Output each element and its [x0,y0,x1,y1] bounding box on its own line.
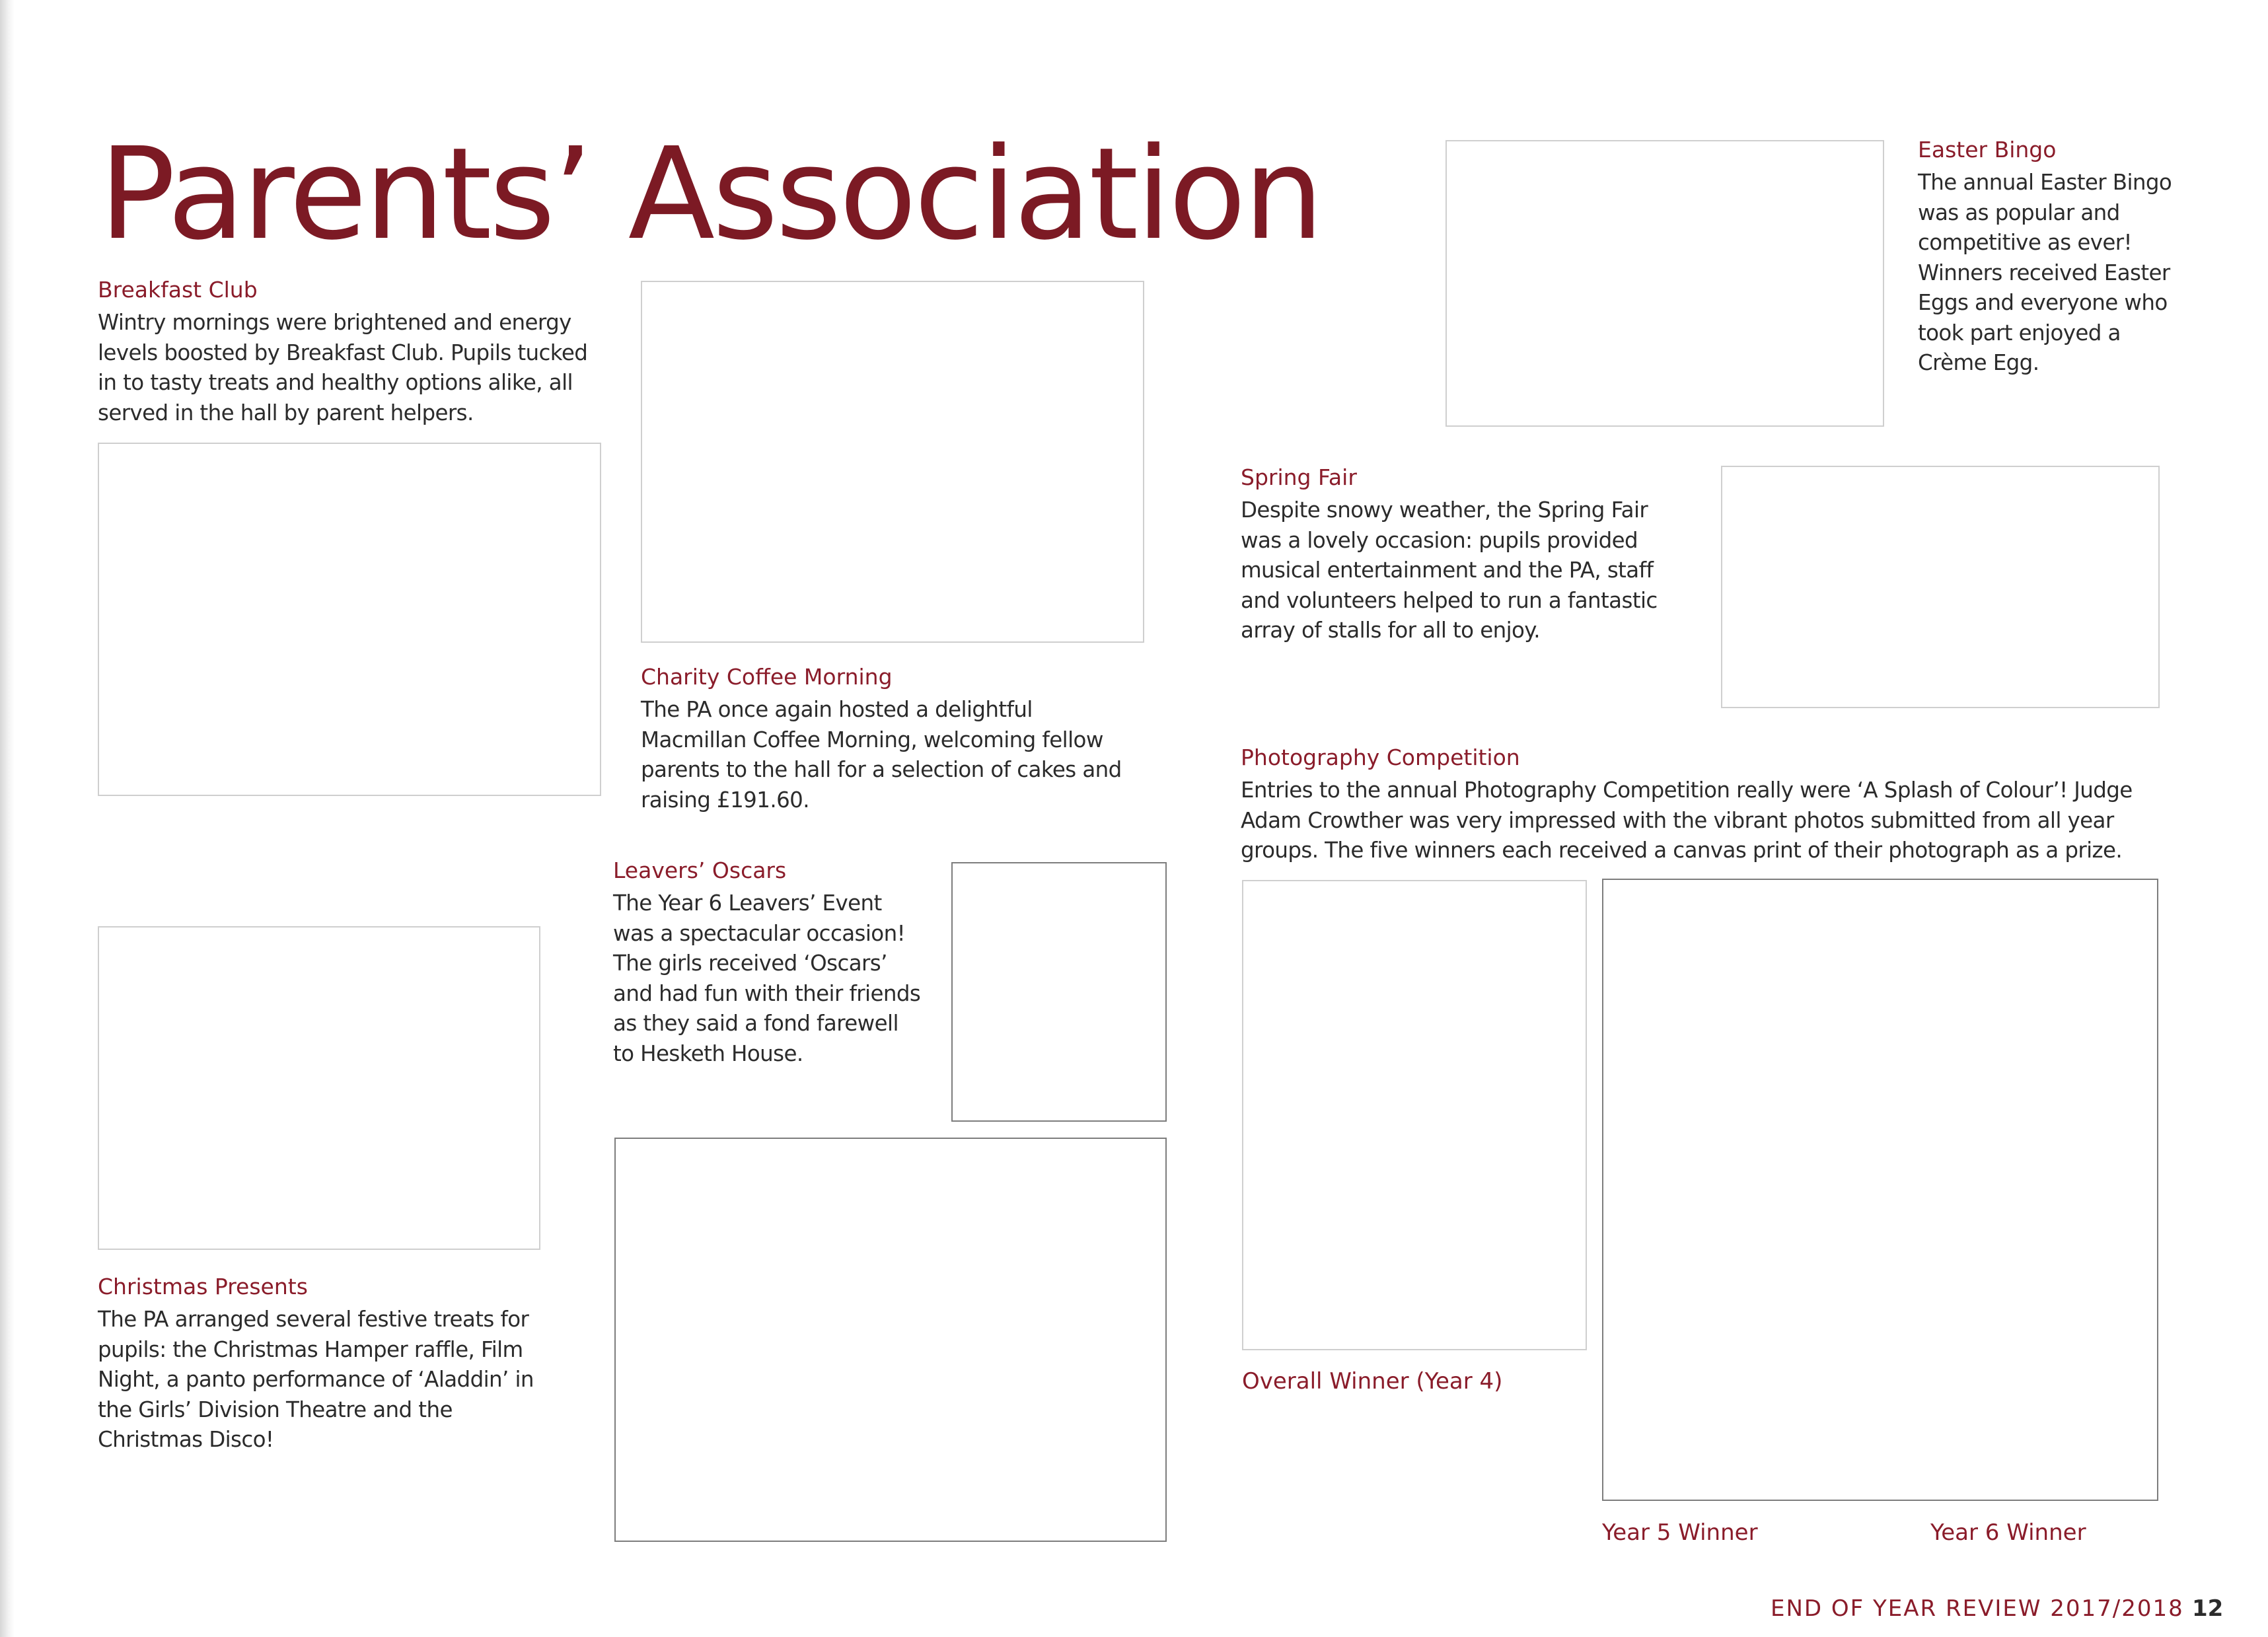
caption-overall-winner: Overall Winner (Year 4) [1242,1368,1503,1395]
photo-easter-bingo [1445,140,1884,427]
article-heading: Easter Bingo [1918,137,2057,163]
article-body: The Year 6 Leavers’ Event was a spectacular occasion! The girls received ‘Oscars’ and had fun with their friends as they said a fond farewell to Hesketh House. [613,891,921,1066]
article-body: The PA arranged several festive treats for pupils: the Christmas Hamper raffle, Film Night, a panto performance of ‘Aladdin’ in the Girls’ Division Theatre and the Christmas Disco! [98,1307,534,1452]
photo-overall-winner [1242,880,1587,1350]
photo-leavers-oscars-small [951,862,1167,1122]
article-body: Entries to the annual Photography Competition really were ‘A Splash of Colour’! Judge Adam Crowther was very impressed with the vibrant photos submitted from all year groups. The five winners each received a canvas print of their photograph as a prize. [1241,778,2133,863]
page-number: 12 [2192,1595,2224,1622]
article-easter-bingo [1918,135,2195,379]
article-leavers-oscars [613,855,924,1069]
article-body: The PA once again hosted a delightful Macmillan Coffee Morning, welcoming fellow parents to the hall for a selection of cakes and raising £191.60. [641,697,1122,813]
photo-charity-coffee-morning [641,281,1144,643]
caption-year5-winner: Year 5 Winner [1602,1519,1758,1546]
article-heading: Spring Fair [1241,464,1357,490]
photo-breakfast-club [98,443,601,796]
page-title: Parents’ Association [99,121,1321,268]
article-heading: Charity Coffee Morning [641,664,893,690]
article-breakfast-club [98,275,606,428]
article-spring-fair [1241,462,1690,646]
article-heading: Leavers’ Oscars [613,857,787,883]
article-heading: Christmas Presents [98,1274,308,1299]
photo-christmas-presents [98,926,540,1250]
page-edge-shadow [0,0,15,1637]
photo-year5-year6-winners [1602,879,2158,1501]
article-charity-coffee-morning [641,662,1143,815]
article-heading: Photography Competition [1241,745,1520,770]
article-christmas-presents [98,1272,560,1455]
article-body: Wintry mornings were brightened and energy levels boosted by Breakfast Club. Pupils tucked in to tasty treats and healthy options alike, all served in the hall by parent helpers. [98,310,588,425]
caption-year6-winner: Year 6 Winner [1930,1519,2086,1546]
article-body: The annual Easter Bingo was as popular and competitive as ever! Winners received Easter Eggs and everyone who took part enjoyed a Crème Egg. [1918,170,2172,375]
photo-spring-fair [1721,466,2160,708]
footer-publication-title: END OF YEAR REVIEW 2017/2018 [1771,1595,2184,1622]
article-photography-competition [1241,743,2185,866]
article-heading: Breakfast Club [98,277,258,303]
photo-leavers-oscars-large [614,1138,1167,1542]
article-body: Despite snowy weather, the Spring Fair was a lovely occasion: pupils provided musical entertainment and the PA, staff and volunteers helped to run a fantastic array of stalls for all to enjoy. [1241,497,1658,643]
